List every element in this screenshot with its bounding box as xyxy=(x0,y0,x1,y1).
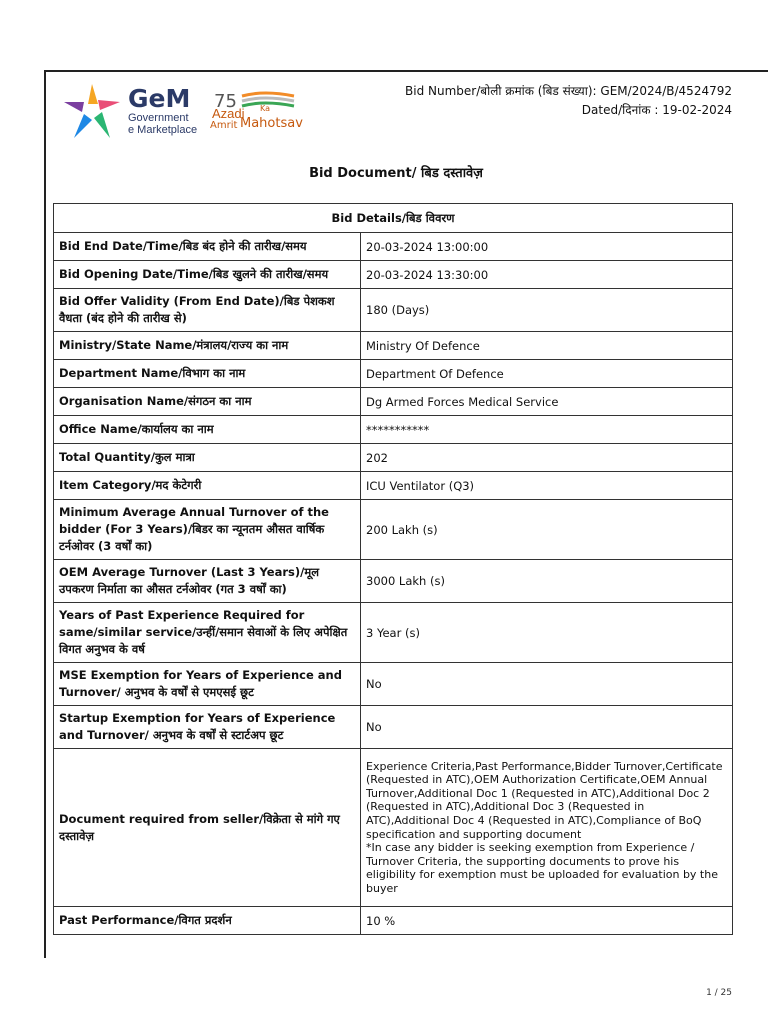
row-label: Department Name/विभाग का नाम xyxy=(54,360,361,388)
table-row xyxy=(54,603,733,663)
table-row xyxy=(54,560,733,603)
table-row xyxy=(54,289,733,332)
bid-details-table xyxy=(53,203,733,935)
bid-dated: Dated/दिनांक : 19-02-2024 xyxy=(581,103,732,117)
row-label: MSE Exemption for Years of Experience and Turnover/ अनुभव के वर्षों से एमएसई छूट xyxy=(54,663,361,706)
row-value: 200 Lakh (s) xyxy=(361,500,733,560)
table-row xyxy=(54,388,733,416)
bid-details-heading: Bid Details/बिड विवरण xyxy=(54,204,733,233)
table-row xyxy=(54,472,733,500)
table-row xyxy=(54,444,733,472)
row-value: 3000 Lakh (s) xyxy=(361,560,733,603)
row-value: 20-03-2024 13:30:00 xyxy=(361,261,733,289)
document-title: Bid Document/ बिड दस्तावेज़ xyxy=(309,166,483,181)
row-label: Item Category/मद केटेगरी xyxy=(54,472,361,500)
table-row xyxy=(54,749,733,907)
row-value: Department Of Defence xyxy=(361,360,733,388)
row-label: Bid Offer Validity (From End Date)/बिड पेशकश वैधता (बंद होने की तारीख से) xyxy=(54,289,361,332)
gem-logo-text: GeM xyxy=(128,84,191,113)
table-row xyxy=(54,907,733,935)
row-label: Bid End Date/Time/बिड बंद होने की तारीख/समय xyxy=(54,233,361,261)
table-row xyxy=(54,706,733,749)
row-label: Ministry/State Name/मंत्रालय/राज्य का नाम xyxy=(54,332,361,360)
row-value: Dg Armed Forces Medical Service xyxy=(361,388,733,416)
row-label: Total Quantity/कुल मात्रा xyxy=(54,444,361,472)
page-number: 1 / 25 xyxy=(706,988,732,998)
row-value: *********** xyxy=(361,416,733,444)
bid-number: Bid Number/बोली क्रमांक (बिड संख्या): GEM/2024/B/4524792 xyxy=(405,84,732,98)
table-row xyxy=(54,663,733,706)
row-value: 20-03-2024 13:00:00 xyxy=(361,233,733,261)
row-value: No xyxy=(361,706,733,749)
gem-logo xyxy=(62,82,202,140)
row-value: 10 % xyxy=(361,907,733,935)
azadi-75-text: 75 xyxy=(214,91,237,112)
amrit-text: Amrit xyxy=(210,120,238,131)
row-label: Past Performance/विगत प्रदर्शन xyxy=(54,907,361,935)
gem-logo-line2: e Marketplace xyxy=(128,124,198,136)
row-label: Startup Exemption for Years of Experience and Turnover/ अनुभव के वर्षों से स्टार्टअप छूट xyxy=(54,706,361,749)
row-label: OEM Average Turnover (Last 3 Years)/मूल उपकरण निर्माता का औसत टर्नओवर (गत 3 वर्षों का) xyxy=(54,560,361,603)
table-row xyxy=(54,500,733,560)
row-label: Minimum Average Annual Turnover of the bidder (For 3 Years)/बिडर का न्यूनतम औसत वार्षिक टर्नओवर (3 वर्षों का) xyxy=(54,500,361,560)
table-row xyxy=(54,332,733,360)
row-value: 180 (Days) xyxy=(361,289,733,332)
row-label: Office Name/कार्यालय का नाम xyxy=(54,416,361,444)
table-row xyxy=(54,416,733,444)
row-value: No xyxy=(361,663,733,706)
azadi-ka-amrit-mahotsav-logo xyxy=(210,90,303,136)
row-label: Bid Opening Date/Time/बिड खुलने की तारीख/समय xyxy=(54,261,361,289)
gem-logo-line1: Government xyxy=(128,112,189,124)
row-value: ICU Ventilator (Q3) xyxy=(361,472,733,500)
row-value: Experience Criteria,Past Performance,Bidder Turnover,Certificate (Requested in ATC),OEM Authorization Certificate,OEM Annual Turnover,Additional Doc 1 (Requested in ATC),Additional Doc 2 (Requested in ATC),Additional Doc 3 (Requested in ATC),Additional Doc 4 (Requested in ATC),Compliance of BoQ specification and supporting document *In case any bidder is seeking exemption from Experience / Turnover Criteria, the supporting documents to prove his eligibility for exemption must be uploaded for evaluation by the buyer xyxy=(361,749,733,907)
row-label: Years of Past Experience Required for same/similar service/उन्हीं/समान सेवाओं के लिए अपेक्षित विगत अनुभव के वर्ष xyxy=(54,603,361,663)
ka-text: Ka xyxy=(260,104,271,113)
table-row xyxy=(54,233,733,261)
gem-star-icon xyxy=(62,82,122,140)
row-value: Ministry Of Defence xyxy=(361,332,733,360)
table-row xyxy=(54,261,733,289)
row-value: 3 Year (s) xyxy=(361,603,733,663)
row-label: Organisation Name/संगठन का नाम xyxy=(54,388,361,416)
bid-meta xyxy=(405,82,732,120)
row-label: Document required from seller/विक्रेता से मांगे गए दस्तावेज़ xyxy=(54,749,361,907)
mahotsav-text: Mahotsav xyxy=(240,116,303,131)
table-row xyxy=(54,360,733,388)
azadi-text: Azadi xyxy=(212,106,245,121)
row-value: 202 xyxy=(361,444,733,472)
